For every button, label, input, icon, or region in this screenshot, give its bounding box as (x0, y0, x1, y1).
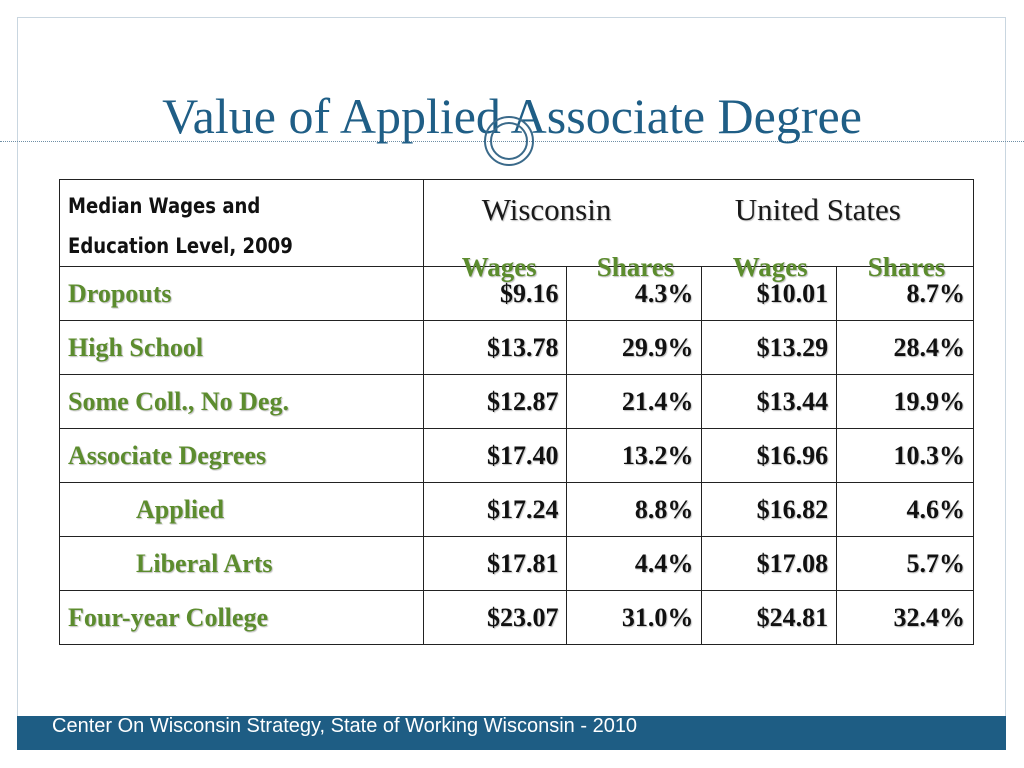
cell-us-wages: $10.01 (702, 267, 837, 321)
cell-wi-wages: $13.78 (423, 321, 567, 375)
cell-wi-wages: $17.24 (423, 483, 567, 537)
cell-us-wages: $16.82 (702, 483, 837, 537)
subheader-us-shares: Shares (867, 252, 946, 282)
cell-us-wages: $13.44 (702, 375, 837, 429)
cell-us-wages: $17.08 (702, 537, 837, 591)
cell-wi-shares: 4.3% (567, 267, 702, 321)
cell-wi-shares: 29.9% (567, 321, 702, 375)
cell-us-wages: $24.81 (702, 591, 837, 645)
column-headers (423, 180, 973, 282)
table-row (60, 591, 974, 645)
caption-line-1: Median Wages and (68, 194, 261, 218)
cell-wi-wages: $23.07 (423, 591, 567, 645)
subheader-us-wages: Wages (732, 252, 808, 282)
row-label: Some Coll., No Deg. (60, 375, 424, 429)
page-title: Value of Applied Associate Degree (162, 88, 862, 144)
cell-wi-shares: 21.4% (567, 375, 702, 429)
table-header-row (60, 180, 974, 267)
cell-us-wages: $16.96 (702, 429, 837, 483)
cell-us-shares: 32.4% (837, 591, 974, 645)
table-row (60, 537, 974, 591)
cell-us-shares: 4.6% (837, 483, 974, 537)
row-label: Dropouts (60, 267, 424, 321)
row-label: Applied (60, 483, 424, 537)
cell-us-shares: 28.4% (837, 321, 974, 375)
cell-wi-wages: $12.87 (423, 375, 567, 429)
cell-us-shares: 19.9% (837, 375, 974, 429)
cell-wi-shares: 4.4% (567, 537, 702, 591)
row-label: High School (60, 321, 424, 375)
subheader-wi-wages: Wages (461, 252, 537, 282)
title-ornament-icon (484, 116, 534, 166)
cell-us-shares: 5.7% (837, 537, 974, 591)
table-row (60, 375, 974, 429)
cell-wi-shares: 13.2% (567, 429, 702, 483)
table-row (60, 429, 974, 483)
cell-wi-wages: $9.16 (423, 267, 567, 321)
row-label: Four-year College (60, 591, 424, 645)
cell-us-shares: 8.7% (837, 267, 974, 321)
caption-line-2: Education Level, 2009 (68, 234, 293, 258)
table-caption (60, 180, 424, 267)
wages-table (59, 179, 974, 645)
table-row (60, 321, 974, 375)
cell-us-shares: 10.3% (837, 429, 974, 483)
cell-wi-shares: 31.0% (567, 591, 702, 645)
subheader-wi-shares: Shares (596, 252, 675, 282)
table-row (60, 483, 974, 537)
cell-wi-wages: $17.40 (423, 429, 567, 483)
row-label: Liberal Arts (60, 537, 424, 591)
group-header-wisconsin: Wisconsin (481, 192, 612, 227)
footer-source: Center On Wisconsin Strategy, State of Working Wisconsin - 2010 (52, 715, 638, 737)
cell-wi-shares: 8.8% (567, 483, 702, 537)
cell-wi-wages: $17.81 (423, 537, 567, 591)
row-label: Associate Degrees (60, 429, 424, 483)
cell-us-wages: $13.29 (702, 321, 837, 375)
group-header-united-states: United States (734, 192, 901, 227)
